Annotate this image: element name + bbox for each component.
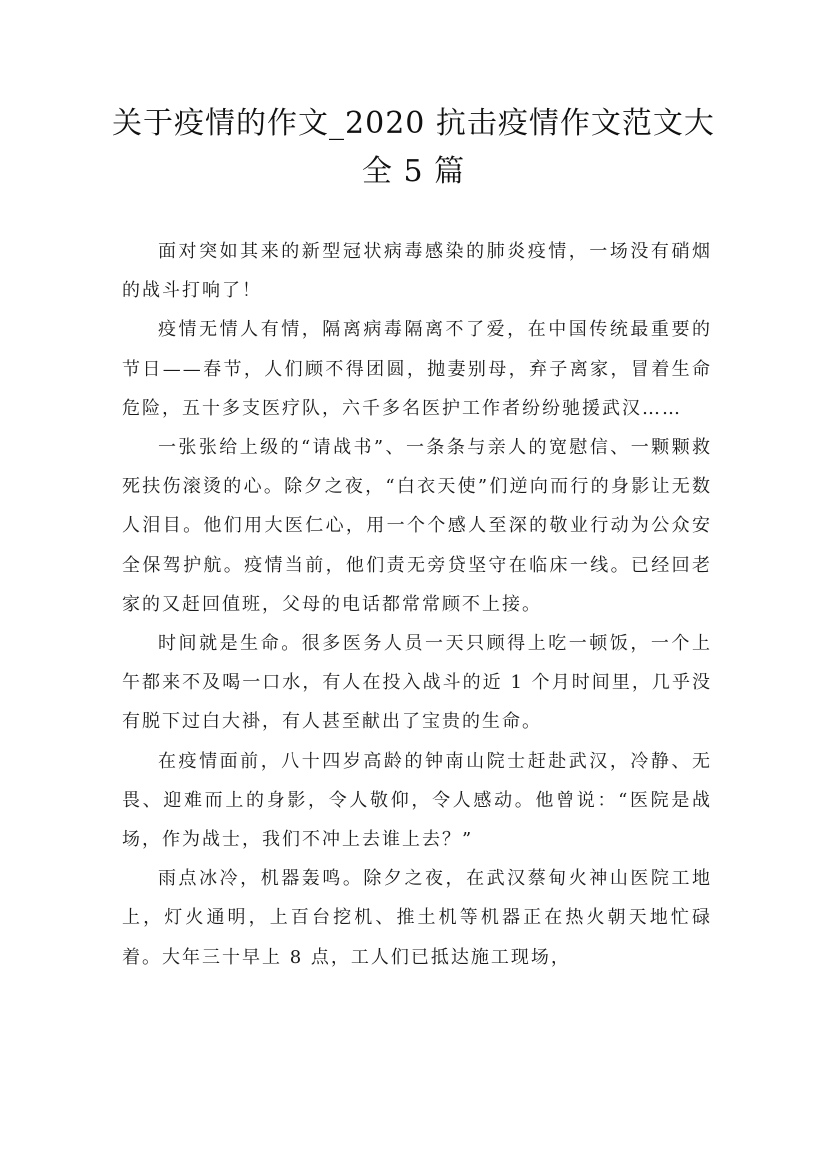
paragraph: 疫情无情人有情，隔离病毒隔离不了爱，在中国传统最重要的节日——春节，人们顾不得团圆，抛妻别母，弃子离家，冒着生命危险，五十多支医疗队，六千多名医护工作者纷纷驰援武汉…… xyxy=(122,319,712,419)
document-body xyxy=(122,232,712,977)
paragraph: 一张张给上级的“请战书”、一条条与亲人的宽慰信、一颗颗救死扶伤滚烫的心。除夕之夜，“白衣天使”们逆向而行的身影让无数人泪目。他们用大医仁心，用一个个感人至深的敬业行动为公众安全保驾护航。疫情当前，他们责无旁贷坚守在临床一线。已经回老家的又赶回值班，父母的电话都常常顾不上接。 xyxy=(122,437,712,615)
paragraph: 雨点冰冷，机器轰鸣。除夕之夜，在武汉蔡甸火神山医院工地上，灯火通明，上百台挖机、推土机等机器正在热火朝天地忙碌着。大年三十早上 8 点，工人们已抵达施工现场， xyxy=(122,868,712,968)
document-title: 关于疫情的作文_2020 抗击疫情作文范文大全 5 篇 xyxy=(112,106,715,189)
paragraph: 在疫情面前，八十四岁高龄的钟南山院士赶赴武汉，冷静、无畏、迎难而上的身影，令人敬仰，令人感动。他曾说：“医院是战场，作为战士，我们不冲上去谁上去？” xyxy=(122,750,712,851)
paragraph: 时间就是生命。很多医务人员一天只顾得上吃一顿饭，一个上午都来不及喝一口水，有人在投入战斗的近 1 个月时间里，几乎没有脱下过白大褂，有人甚至献出了宝贵的生命。 xyxy=(122,633,712,733)
paragraph: 面对突如其来的新型冠状病毒感染的肺炎疫情，一场没有硝烟的战斗打响了！ xyxy=(122,241,712,302)
